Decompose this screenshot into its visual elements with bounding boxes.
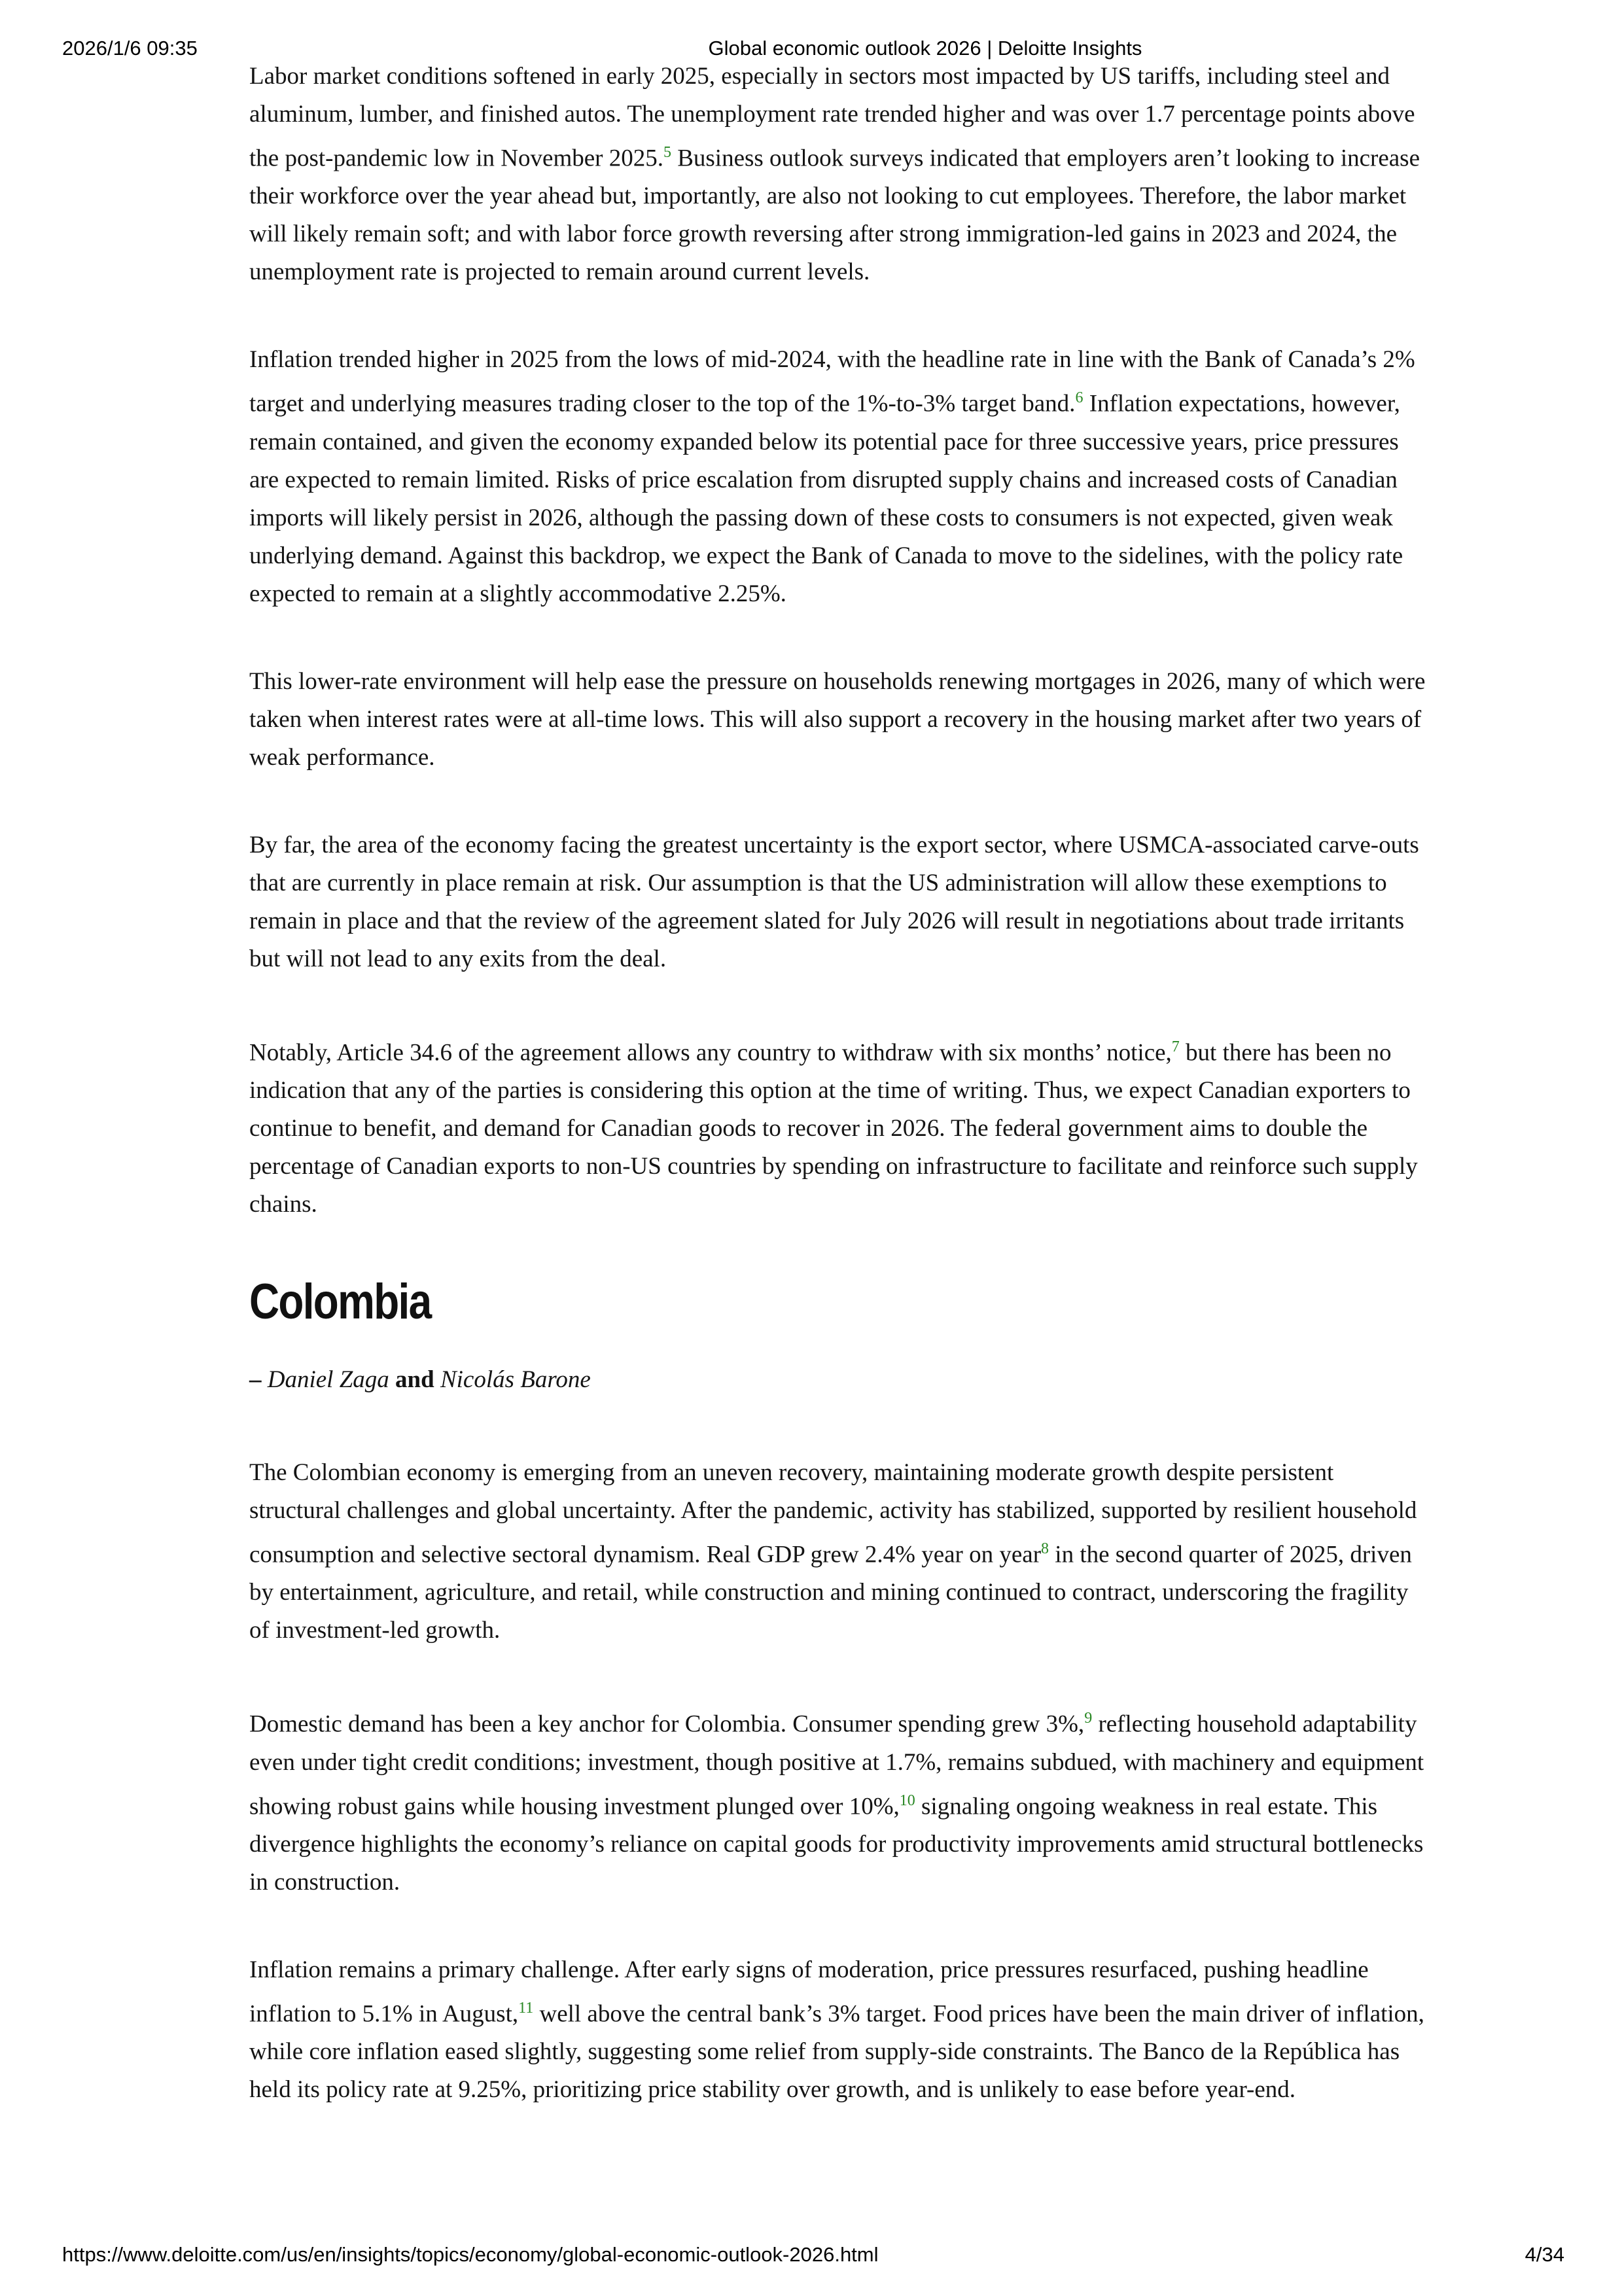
section-heading-text: Colombia [249,1273,431,1330]
footnote-ref-11[interactable]: 11 [518,1999,534,2017]
text-run: Labor market conditions softened in early 2025, especially in sectors most impacted by US tariffs, including steel and aluminum, lumber, and finished autos. The unemployment rate trended higher and was over 1.7 percentage points above the post-pandemic low in November 2025. [249,63,1415,172]
paragraph [249,826,1427,978]
footnote-ref-8[interactable]: 8 [1041,1540,1049,1557]
paragraph [249,341,1427,612]
footnote-ref-10[interactable]: 10 [899,1792,915,1809]
text-run: Daniel Zaga [267,1366,389,1393]
print-datetime: 2026/1/6 09:35 [62,37,198,60]
text-run: reflecting household adaptability even under tight credit conditions; investment, though positive at 1.7%, remains subdued, with machinery and equipment showing robust gains while housing investment plunged over 10%, [249,1710,1424,1820]
footnote-ref-9[interactable]: 9 [1084,1710,1093,1727]
text-run: in the second quarter of 2025, driven by entertainment, agriculture, and retail, while construction and mining continued to contract, underscoring the fragility of investment-led growth. [249,1541,1412,1644]
text-run: signaling ongoing weakness in real estate. This divergence highlights the economy’s reliance on capital goods for productivity improvements amid structural bottlenecks in construction. [249,1792,1424,1896]
text-run: Business outlook surveys indicated that employers aren’t looking to increase their workforce over the year ahead but, importantly, are also not looking to cut employees. Therefore, the labor market will likely remain soft; and with labor force growth reversing after strong immigration-led gains in 2023 and 2024, the unemployment rate is projected to remain around current levels. [249,145,1420,286]
footnote-ref-7[interactable]: 7 [1171,1038,1180,1055]
text-run: Inflation remains a primary challenge. After early signs of moderation, price pressures resurfaced, pushing headline inflation to 5.1% in August, [249,1956,1369,2028]
text-run [434,1366,440,1393]
page-number: 4/34 [1525,2243,1564,2266]
paragraph [249,663,1427,777]
section-heading [249,1273,1427,1331]
paragraph [249,1951,1427,2109]
paragraph [249,1699,1427,1901]
paragraph [249,58,1427,291]
author-byline [249,1361,1427,1399]
text-run: Nicolás Barone [440,1366,591,1393]
text-run: – [249,1366,268,1393]
article-content [249,58,1427,2159]
text-run: This lower-rate environment will help ease the pressure on households renewing mortgages in 2026, many of which were taken when interest rates were at all-time lows. This will also support a recovery in the housing market after two years of weak performance. [249,667,1426,771]
paragraph [249,1454,1427,1650]
text-run: well above the central bank’s 3% target. Food prices have been the main driver of inflation, while core inflation eased slightly, suggesting some relief from supply-side constraints. The Banco de la República has held its policy rate at 9.25%, prioritizing price stability over growth, and is unlikely to ease before year-end. [249,2000,1424,2104]
text-run: Domestic demand has been a key anchor for Colombia. Consumer spending grew 3%, [249,1710,1085,1738]
text-run: Inflation trended higher in 2025 from the lows of mid-2024, with the headline rate in line with the Bank of Canada’s 2% target and underlying measures trading closer to the top of the 1%-to-3% target band. [249,346,1415,417]
text-run: Notably, Article 34.6 of the agreement allows any country to withdraw with six months’ notice, [249,1038,1172,1066]
text-run: and [395,1366,434,1393]
footnote-ref-5[interactable]: 5 [663,144,671,161]
footnote-ref-6[interactable]: 6 [1075,389,1084,407]
source-url: https://www.deloitte.com/us/en/insights/topics/economy/global-economic-outlook-2026.html [62,2243,879,2266]
print-footer [0,2243,1622,2269]
text-run: but there has been no indication that any of the parties is considering this option at the time of writing. Thus, we expect Canadian exporters to continue to benefit, and demand for Canadian goods to recover in 2026. The federal government aims to double the percentage of Canadian exports to non-US countries by spending on infrastructure to facilitate and reinforce such supply chains. [249,1038,1418,1218]
text-run: By far, the area of the economy facing the greatest uncertainty is the export sector, where USMCA-associated carve-outs that are currently in place remain at risk. Our assumption is that the US administration will allow these exemptions to remain in place and that the review of the agreement slated for July 2026 will result in negotiations about trade irritants but will not lead to any exits from the deal. [249,831,1419,972]
text-run: Inflation expectations, however, remain contained, and given the economy expanded below its potential pace for three successive years, price pressures are expected to remain limited. Risks of price escalation from disrupted supply chains and increased costs of Canadian imports will likely persist in 2026, although the passing down of these costs to consumers is not expected, given weak underlying demand. Against this backdrop, we expect the Bank of Canada to move to the sidelines, with the policy rate expected to remain at a slightly accommodative 2.25%. [249,390,1403,607]
document-title: Global economic outlook 2026 | Deloitte Insights [708,37,1142,60]
text-run [389,1366,395,1393]
paragraph [249,1028,1427,1224]
text-run: The Colombian economy is emerging from an uneven recovery, maintaining moderate growth despite persistent structural challenges and global uncertainty. After the pandemic, activity has stabilized, supported by resilient household consumption and selective sectoral dynamism. Real GDP grew 2.4% year on year [249,1458,1417,1568]
